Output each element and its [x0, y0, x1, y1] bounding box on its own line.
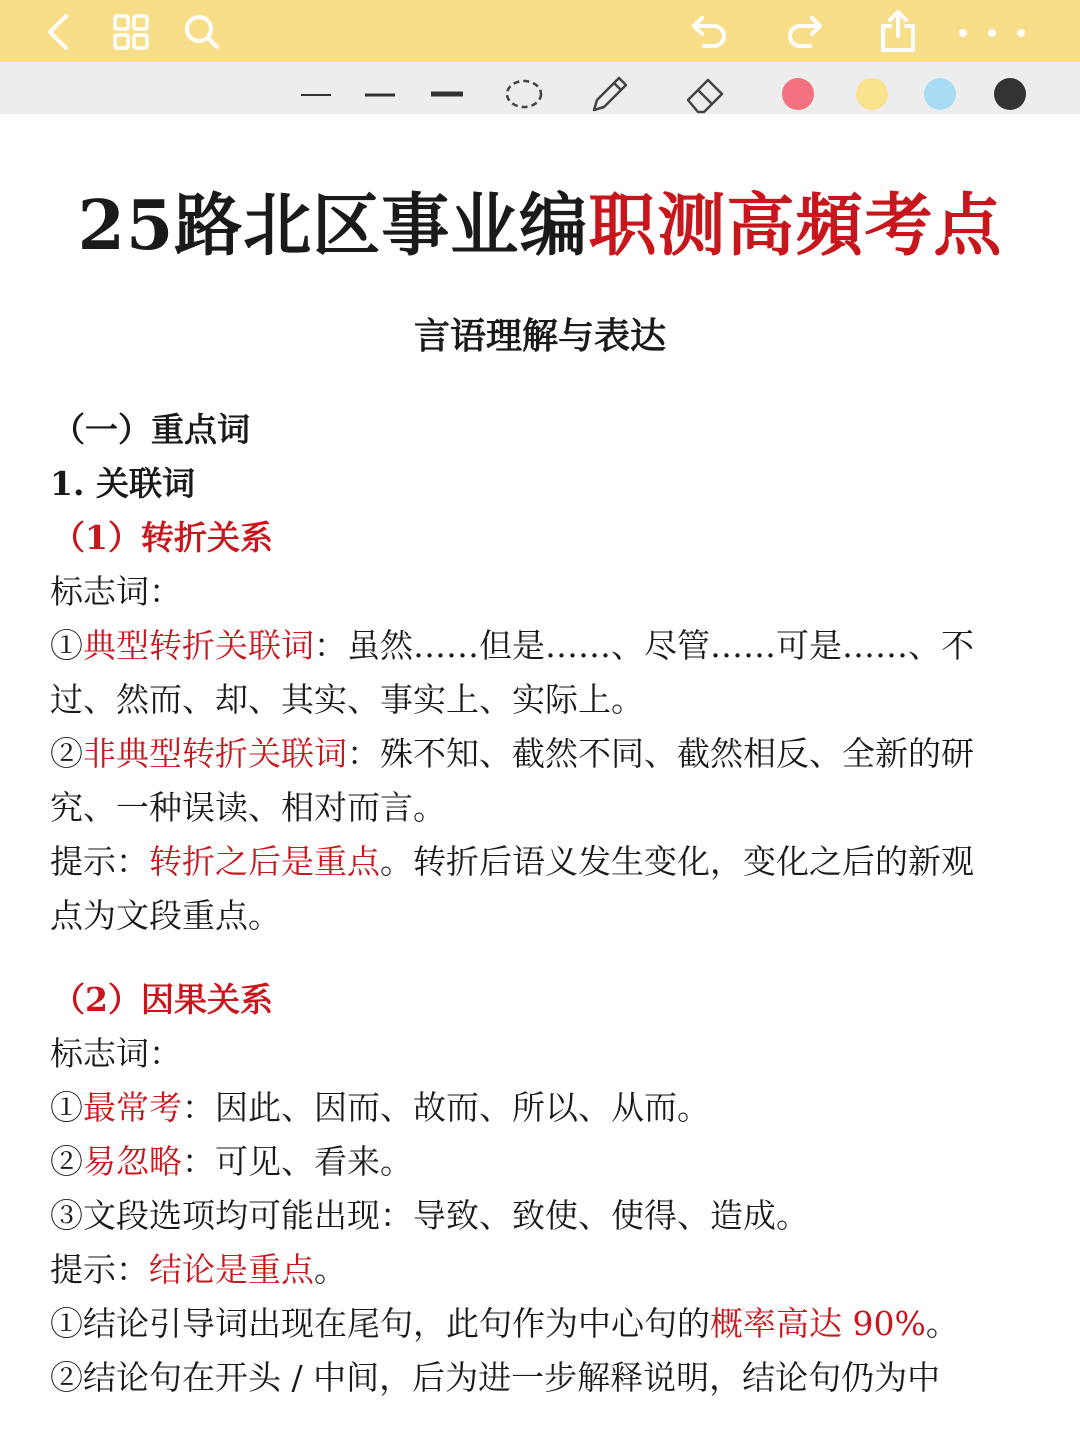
- highlight-text: 最常考: [83, 1088, 182, 1127]
- text-line: [50, 1088, 710, 1128]
- body-text: ①结论引导词出现在尾句，此句作为中心句的: [50, 1304, 710, 1343]
- highlight-text: 典型转折关联词: [83, 626, 314, 665]
- color-swatch-yellow[interactable]: [856, 78, 888, 110]
- page-title: [0, 172, 1080, 269]
- item-number: ②: [50, 734, 83, 773]
- text-line: ③文段选项均可能出现：导致、致使、使得、造成。: [50, 1196, 809, 1235]
- text-line: 过、然而、却、其实、事实上、实际上。: [50, 680, 644, 719]
- pencil-icon[interactable]: [588, 72, 632, 116]
- heading-cause-effect: （2）因果关系: [52, 980, 273, 1019]
- undo-icon[interactable]: [690, 12, 730, 52]
- body-text: ：殊不知、截然不同、截然相反、全新的研: [347, 734, 974, 773]
- thin-stroke-icon[interactable]: [300, 92, 332, 98]
- title-black: 25路北区事业编: [77, 186, 589, 266]
- item-number: ①: [50, 626, 83, 665]
- redo-icon[interactable]: [784, 12, 824, 52]
- marker-words-label: 标志词：: [50, 572, 182, 611]
- highlight-text: 概率高达 90%: [710, 1304, 926, 1343]
- text-line: 点为文段重点。: [50, 896, 281, 935]
- text-line: [50, 626, 974, 666]
- body-text: 。: [314, 1250, 347, 1289]
- highlight-text: 易忽略: [83, 1142, 182, 1181]
- top-app-bar: [0, 0, 1080, 62]
- share-icon[interactable]: [878, 8, 918, 54]
- body-text: ：虽然……但是……、尽管……可是……、不: [314, 626, 974, 665]
- more-icon[interactable]: [958, 28, 1028, 38]
- body-text: 。转折后语义发生变化，变化之后的新观: [380, 842, 974, 881]
- eraser-icon[interactable]: [682, 72, 728, 116]
- color-swatch-blue[interactable]: [924, 78, 956, 110]
- grid-icon[interactable]: [112, 13, 150, 51]
- color-swatch-pink[interactable]: [782, 78, 814, 110]
- text-line: 究、一种误读、相对而言。: [50, 788, 446, 827]
- highlight-text: 非典型转折关联词: [83, 734, 347, 773]
- title-red: 职测高頻考点: [588, 186, 1003, 266]
- text-line: [50, 1304, 959, 1344]
- body-text: ：因此、因而、故而、所以、从而。: [182, 1088, 710, 1127]
- search-icon[interactable]: [182, 12, 222, 52]
- item-number: ②: [50, 1142, 83, 1181]
- lasso-icon[interactable]: [504, 76, 544, 112]
- highlight-text: 转折之后是重点: [149, 842, 380, 881]
- tip-label: 提示：: [50, 1250, 149, 1289]
- tip-label: 提示：: [50, 842, 149, 881]
- heading-contrast: （1）转折关系: [52, 518, 273, 557]
- marker-words-label: 标志词：: [50, 1034, 182, 1073]
- color-swatch-black[interactable]: [994, 78, 1026, 110]
- medium-stroke-icon[interactable]: [364, 91, 396, 99]
- item-number: ①: [50, 1088, 83, 1127]
- tip-line: [50, 1250, 347, 1290]
- highlight-text: 结论是重点: [149, 1250, 314, 1289]
- text-line: [50, 734, 974, 774]
- tip-line: [50, 842, 974, 882]
- thick-stroke-icon[interactable]: [430, 89, 464, 99]
- back-icon[interactable]: [44, 12, 74, 52]
- body-text: 。: [925, 1304, 959, 1343]
- section-subtitle: 言语理解与表达: [413, 315, 666, 357]
- heading-conjunctions: 1. 关联词: [50, 464, 195, 503]
- body-text: ：可见、看来。: [182, 1142, 413, 1181]
- text-line: [50, 1142, 413, 1182]
- heading-key-words: （一）重点词: [52, 410, 250, 449]
- text-line: ②结论句在开头 / 中间，后为进一步解释说明，结论句仍为中: [50, 1358, 941, 1397]
